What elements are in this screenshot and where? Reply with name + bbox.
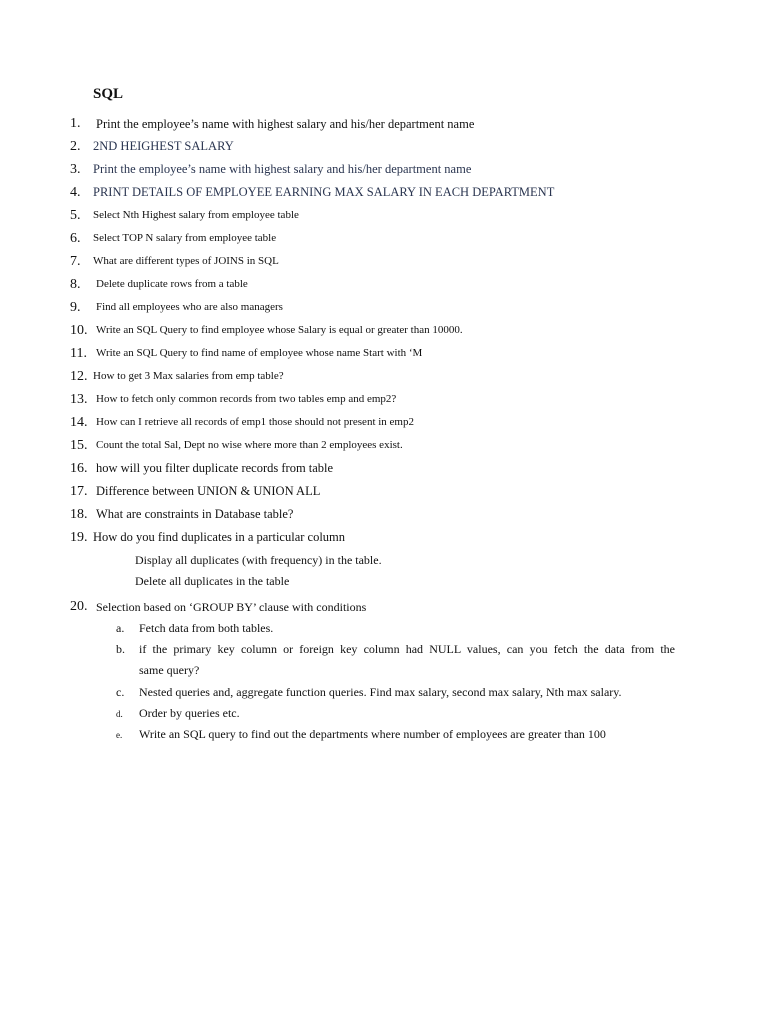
item-number: 11. (70, 346, 87, 361)
item-number: 1. (70, 116, 81, 131)
item-number: 20. (70, 599, 88, 614)
item-number: 12. (70, 369, 88, 384)
item-number: 10. (70, 323, 88, 338)
item-text: How can I retrieve all records of emp1 those should not present in emp2 (96, 416, 414, 428)
item-number: 5. (70, 208, 81, 223)
item-text: Delete duplicate rows from a table (96, 278, 248, 290)
item-text: What are constraints in Database table? (96, 507, 294, 521)
sub-item-label: d. (116, 709, 123, 719)
sub-item-label: c. (116, 685, 125, 699)
sub-item-text-continued: same query? (139, 663, 200, 677)
sub-item-text: Order by queries etc. (139, 706, 240, 720)
item-number: 17. (70, 484, 88, 499)
item-text: Selection based on ‘GROUP BY’ clause with conditions (96, 600, 367, 614)
item-text: Print the employee’s name with highest salary and his/her department name (93, 162, 472, 176)
item-number: 6. (70, 231, 81, 246)
item-number: 7. (70, 254, 81, 269)
item-number: 18. (70, 507, 88, 522)
item-text: Write an SQL Query to find employee whose Salary is equal or greater than 10000. (96, 324, 463, 336)
item-text: how will you filter duplicate records from table (96, 461, 334, 475)
item-text: Find all employees who are also managers (96, 301, 283, 313)
item-text: Count the total Sal, Dept no wise where more than 2 employees exist. (96, 439, 403, 451)
item-number: 3. (70, 162, 81, 177)
item-text: Select Nth Highest salary from employee table (93, 209, 299, 221)
sub-item-label: a. (116, 621, 125, 635)
sub-item-text: if the primary key column or foreign key column had NULL values, can you fetch the data from the (139, 642, 675, 656)
item-text: 2ND HEIGHEST SALARY (93, 139, 234, 153)
item-text: Select TOP N salary from employee table (93, 232, 277, 244)
sub-item-label: b. (116, 642, 125, 656)
item-text: Difference between UNION & UNION ALL (96, 484, 321, 498)
sub-item-label: e. (116, 730, 123, 740)
item-text: Print the employee’s name with highest salary and his/her department name (96, 117, 475, 131)
item-number: 13. (70, 392, 88, 407)
item-number: 4. (70, 185, 81, 200)
item-number: 16. (70, 461, 88, 476)
sub-item-text: Write an SQL query to find out the departments where number of employees are greater than 100 (139, 727, 606, 741)
item-number: 15. (70, 438, 88, 453)
page-title: SQL (93, 86, 124, 102)
item-text: PRINT DETAILS OF EMPLOYEE EARNING MAX SALARY IN EACH DEPARTMENT (93, 185, 555, 199)
item-number: 19. (70, 530, 88, 545)
sub-item-text: Fetch data from both tables. (139, 621, 274, 635)
item-text: How to get 3 Max salaries from emp table? (93, 370, 284, 382)
item-number: 8. (70, 277, 81, 292)
sub-item-text: Nested queries and, aggregate function queries. Find max salary, second max salary, Nth max salary. (139, 685, 622, 699)
item-text: Write an SQL Query to find name of employee whose name Start with ‘M (96, 347, 423, 359)
item-number: 2. (70, 139, 81, 154)
item-text: How do you find duplicates in a particular column (93, 530, 346, 544)
sub-item-text: Display all duplicates (with frequency) in the table. (135, 553, 382, 567)
item-number: 14. (70, 415, 88, 430)
item-text: How to fetch only common records from two tables emp and emp2? (96, 393, 397, 405)
item-text: What are different types of JOINS in SQL (93, 255, 279, 267)
item-number: 9. (70, 300, 81, 315)
sub-item-text: Delete all duplicates in the table (135, 574, 290, 588)
